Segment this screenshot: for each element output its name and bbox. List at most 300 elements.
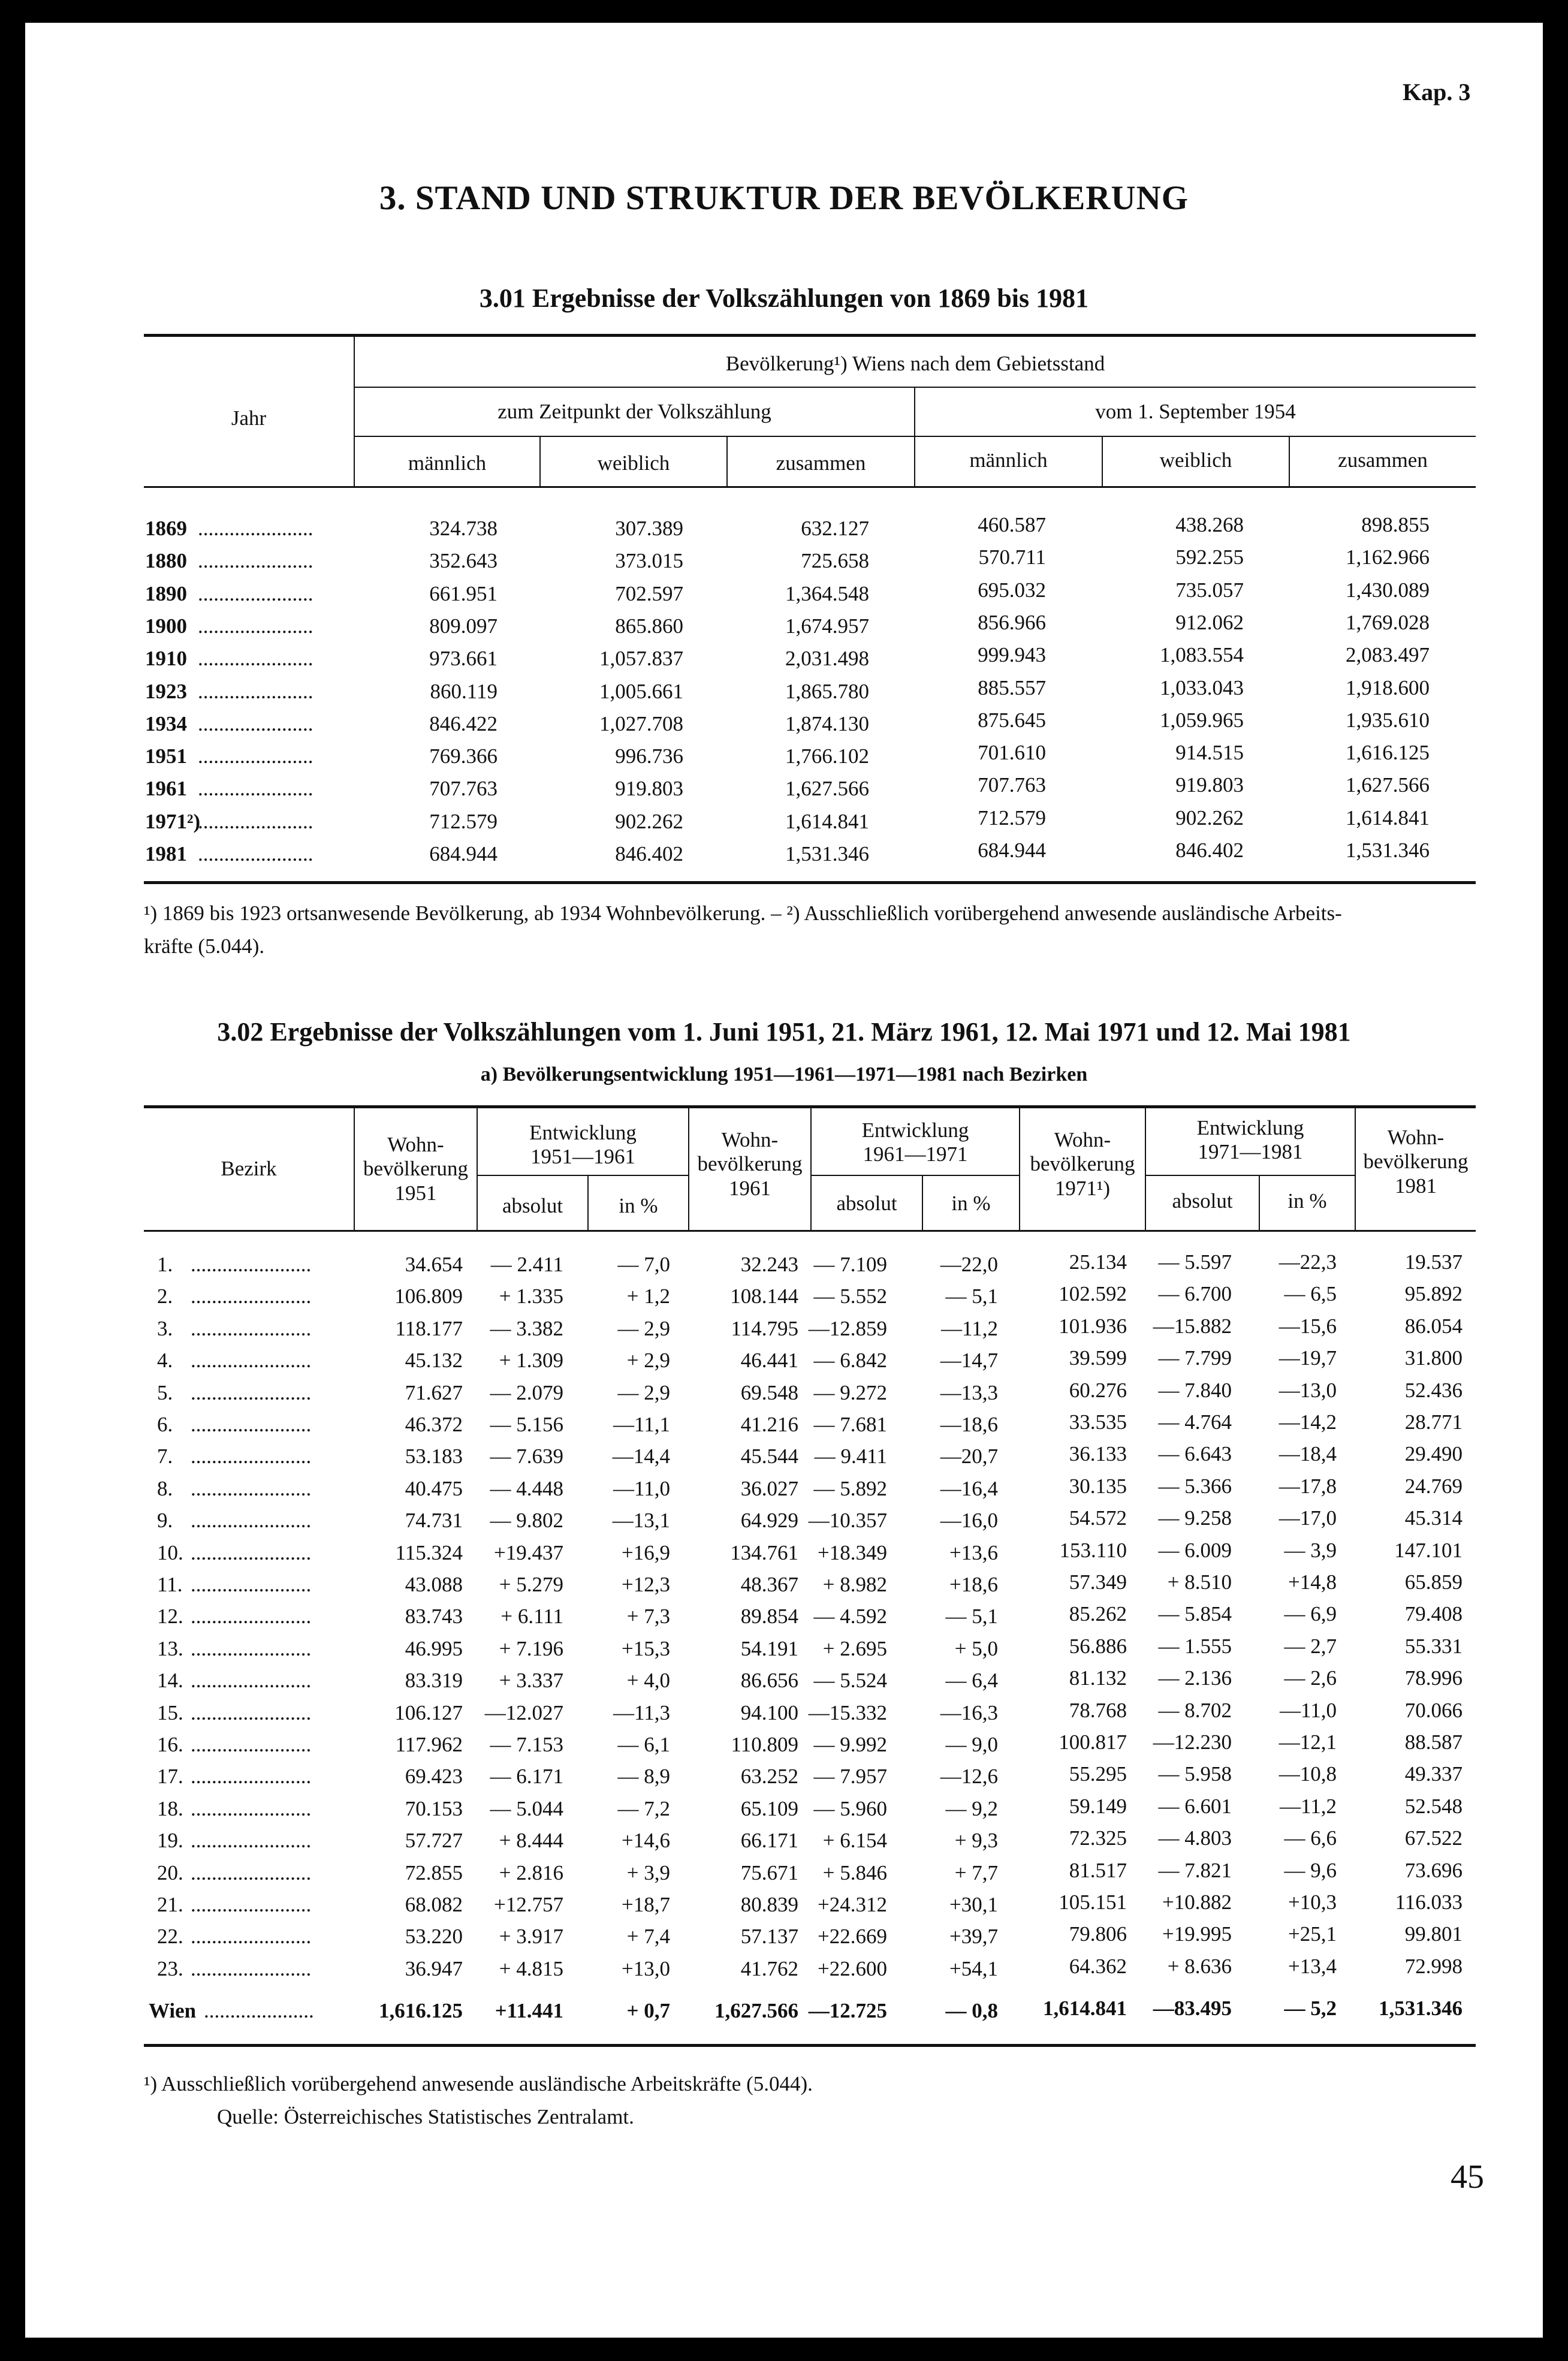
table-cell: —15.882 (1153, 1314, 1232, 1338)
leader-dots: ....................... (191, 1540, 312, 1564)
table-cell: 31.800 (1404, 1346, 1463, 1370)
leader-dots: ....................... (191, 1605, 312, 1629)
table-cell: 1,627.566 (1346, 773, 1430, 797)
table-row-label: 1900 (145, 614, 187, 638)
table-cell: — 2.411 (490, 1253, 563, 1276)
table-cell: 70.153 (405, 1796, 463, 1820)
table-cell: 46.372 (405, 1413, 463, 1436)
table-cell: — 2,6 (1284, 1666, 1337, 1690)
table-cell: 1,059.965 (1160, 708, 1244, 732)
table-cell: 769.366 (429, 744, 497, 768)
table-row-label: 1. (157, 1253, 173, 1276)
table-cell: 2,031.498 (785, 647, 869, 671)
table-cell: — 7,0 (617, 1253, 670, 1276)
leader-dots: ....................... (191, 1733, 312, 1756)
table-cell: 1,918.600 (1346, 676, 1430, 699)
table-cell: 702.597 (615, 581, 683, 605)
table-cell: 52.548 (1404, 1794, 1463, 1818)
table-cell: 48.367 (740, 1573, 798, 1596)
table-cell: — 6.601 (1158, 1794, 1232, 1818)
t2-entw7181-header: Entwicklung 1971—1981 (1196, 1116, 1304, 1164)
leader-dots: ....................... (191, 1413, 312, 1436)
table-row-label: 2. (157, 1284, 173, 1308)
table-cell: — 6,5 (1284, 1282, 1337, 1306)
table-cell: + 0,7 (626, 1999, 670, 2022)
table-cell: 57.349 (1069, 1570, 1127, 1594)
table-cell: 846.422 (429, 711, 497, 735)
table-cell: 46.441 (740, 1349, 798, 1373)
table-cell: 865.860 (615, 614, 683, 638)
table-cell: 29.490 (1404, 1442, 1463, 1466)
table-cell: 1,865.780 (785, 679, 869, 703)
table-row-label: 4. (157, 1349, 173, 1373)
table-cell: 55.295 (1069, 1762, 1127, 1786)
table-cell: —11,3 (613, 1700, 670, 1724)
table-row-label: 1923 (145, 679, 187, 703)
leader-dots: ...................... (198, 581, 313, 605)
table-cell: + 6.154 (822, 1829, 887, 1853)
table-cell: 684.944 (978, 839, 1046, 862)
table-cell: 57.137 (740, 1925, 798, 1949)
table-cell: 53.220 (405, 1925, 463, 1949)
table-row-label: 1880 (145, 549, 187, 573)
table-cell: —16,3 (940, 1700, 998, 1724)
table-row-label: Wien (149, 1999, 197, 2022)
table-cell: + 3.917 (499, 1925, 563, 1949)
table-cell: — 7,2 (617, 1796, 670, 1820)
table-cell: 707.763 (429, 777, 497, 801)
table-cell: 25.134 (1069, 1250, 1127, 1274)
t2-abs2-header: absolut (836, 1192, 897, 1215)
table-row-label: 20. (157, 1861, 183, 1884)
table-cell: — 6.700 (1158, 1282, 1232, 1306)
table-cell: 1,033.043 (1160, 676, 1244, 699)
table-cell: 36.133 (1069, 1442, 1127, 1466)
table-cell: 81.517 (1069, 1858, 1127, 1882)
table-cell: 33.535 (1069, 1410, 1127, 1434)
table-cell: 1,769.028 (1346, 610, 1430, 634)
table-row-label: 1961 (145, 777, 187, 801)
table-row-label: 13. (157, 1636, 183, 1660)
table-cell: +14,8 (1288, 1570, 1337, 1594)
table-cell: 66.171 (740, 1829, 798, 1853)
table-cell: —14,2 (1278, 1410, 1337, 1434)
table-cell: + 1.335 (499, 1284, 563, 1308)
table-cell: +18.349 (818, 1540, 887, 1564)
table-cell: 919.803 (1175, 773, 1244, 797)
t2-wohn1971-header: Wohn- bevölkerung 1971¹) (1030, 1128, 1135, 1200)
table-cell: — 7.799 (1158, 1346, 1232, 1370)
table-cell: 856.966 (978, 610, 1046, 634)
leader-dots: ...................... (198, 614, 313, 638)
table-cell: 71.627 (405, 1380, 463, 1404)
table2-subtitle: a) Bevölkerungsentwicklung 1951—1961—1971—1981 nach Bezirken (480, 1063, 1088, 1085)
table-cell: 684.944 (429, 842, 497, 866)
leader-dots: ...................... (198, 679, 313, 703)
table-cell: — 5.044 (490, 1796, 563, 1820)
table-cell: 60.276 (1069, 1378, 1127, 1402)
table-cell: 725.658 (801, 549, 869, 573)
table-cell: 1,005.661 (599, 679, 683, 703)
table-cell: — 9.992 (813, 1733, 887, 1756)
table-cell: 996.736 (615, 744, 683, 768)
table-cell: — 5.960 (813, 1796, 887, 1820)
table-cell: 1,364.548 (785, 581, 869, 605)
leader-dots: ...................... (198, 842, 313, 866)
table-cell: 49.337 (1404, 1762, 1463, 1786)
table-cell: 373.015 (615, 549, 683, 573)
t1-group-header: Bevölkerung¹) Wiens nach dem Gebietsstand (725, 352, 1105, 375)
table-cell: 100.817 (1059, 1730, 1127, 1754)
table-cell: — 4.592 (813, 1605, 887, 1629)
table-row-label: 5. (157, 1380, 173, 1404)
table-cell: 712.579 (429, 809, 497, 833)
table-cell: —10,8 (1278, 1762, 1337, 1786)
leader-dots: ....................... (191, 1349, 312, 1373)
table-cell: +12.757 (494, 1893, 563, 1916)
table-row-label: 21. (157, 1893, 183, 1916)
t1-m-header-b: männlich (969, 448, 1048, 472)
t1-group-b-header: vom 1. September 1954 (1095, 400, 1296, 423)
table-cell: 65.109 (740, 1796, 798, 1820)
table-cell: — 8,9 (617, 1765, 670, 1789)
t1-w-header-a: weiblich (597, 451, 670, 475)
table-cell: 81.132 (1069, 1666, 1127, 1690)
table-cell: 701.610 (978, 741, 1046, 765)
table-cell: + 1,2 (626, 1284, 670, 1308)
table-cell: 875.645 (978, 708, 1046, 732)
table-cell: — 9.272 (813, 1380, 887, 1404)
table-cell: — 6.643 (1158, 1442, 1232, 1466)
table-cell: + 5,0 (954, 1636, 998, 1660)
table-cell: 70.066 (1404, 1698, 1463, 1722)
table-cell: 1,627.566 (785, 777, 869, 801)
table-cell: + 2,9 (626, 1349, 670, 1373)
table-cell: 19.537 (1404, 1250, 1463, 1274)
table-cell: — 5.524 (813, 1669, 887, 1693)
table-cell: 592.255 (1175, 545, 1244, 569)
table-cell: 72.855 (405, 1861, 463, 1884)
table-cell: +13,0 (622, 1956, 670, 1980)
table-cell: — 9,2 (945, 1796, 998, 1820)
leader-dots: ....................... (191, 1796, 312, 1820)
table-cell: —10.357 (808, 1509, 887, 1533)
table-row-label: 14. (157, 1669, 183, 1693)
table-cell: — 6.842 (813, 1349, 887, 1373)
table-row-label: 8. (157, 1476, 173, 1500)
table-cell: +11.441 (494, 1999, 563, 2022)
table-cell: —12.027 (484, 1700, 563, 1724)
table-cell: + 5.279 (499, 1573, 563, 1596)
table-cell: —83.495 (1153, 1997, 1232, 2020)
table-cell: — 7.957 (813, 1765, 887, 1789)
table-cell: + 7,7 (954, 1861, 998, 1884)
table-cell: — 9,6 (1284, 1858, 1337, 1882)
leader-dots: ...................... (198, 809, 313, 833)
table-cell: 108.144 (730, 1284, 798, 1308)
table-cell: — 1.555 (1158, 1634, 1232, 1658)
table-cell: — 2.079 (490, 1380, 563, 1404)
table-cell: 460.587 (978, 513, 1046, 536)
table-cell: 1,083.554 (1160, 643, 1244, 667)
table-cell: 153.110 (1059, 1538, 1127, 1562)
t2-footnote: ¹) Ausschließlich vorübergehend anwesende ausländische Arbeitskräfte (5.044). (144, 2072, 813, 2095)
table-cell: 1,874.130 (785, 711, 869, 735)
t2-wohn1981-header: Wohn- bevölkerung 1981 (1363, 1126, 1469, 1198)
table-cell: 110.809 (731, 1733, 798, 1756)
table-cell: 846.402 (615, 842, 683, 866)
table-cell: 134.761 (730, 1540, 798, 1564)
table-cell: + 3.337 (499, 1669, 563, 1693)
table-cell: 79.408 (1404, 1602, 1463, 1626)
table-cell: 56.886 (1069, 1634, 1127, 1658)
table-cell: — 5.892 (813, 1476, 887, 1500)
leader-dots: ...................... (198, 711, 313, 735)
table-cell: —11,2 (941, 1316, 998, 1340)
table-cell: +10,3 (1288, 1890, 1337, 1914)
t1-group-a-header: zum Zeitpunkt der Volkszählung (497, 400, 771, 423)
table-cell: 1,162.966 (1346, 545, 1430, 569)
table-cell: 24.769 (1404, 1474, 1463, 1498)
table-cell: 1,627.566 (714, 1999, 798, 2022)
table-cell: +10.882 (1162, 1890, 1232, 1914)
table-cell: 54.191 (740, 1636, 798, 1660)
table-cell: —18,4 (1278, 1442, 1337, 1466)
table-row-label: 15. (157, 1700, 183, 1724)
table-cell: +22.600 (818, 1956, 887, 1980)
leader-dots: ....................... (191, 1284, 312, 1308)
table-cell: 1,531.346 (1379, 1997, 1463, 2020)
table-cell: 1,616.125 (379, 1999, 463, 2022)
table-cell: —16,4 (940, 1476, 998, 1500)
t2-wohn1951-header: Wohn- bevölkerung 1951 (363, 1133, 468, 1205)
table-cell: 885.557 (978, 676, 1046, 699)
table-cell: — 7.681 (813, 1413, 887, 1436)
t1-z-header-a: zusammen (776, 451, 866, 475)
table-cell: 79.806 (1069, 1922, 1127, 1946)
table-cell: + 8.636 (1167, 1954, 1232, 1978)
table-cell: —18,6 (940, 1413, 998, 1436)
table-cell: —16,0 (940, 1509, 998, 1533)
table-cell: +22.669 (818, 1925, 887, 1949)
table-cell: 102.592 (1059, 1282, 1127, 1306)
table-cell: 912.062 (1175, 610, 1244, 634)
table-cell: 147.101 (1394, 1538, 1463, 1562)
table-cell: 1,531.346 (1346, 839, 1430, 862)
table-cell: 1,430.089 (1346, 578, 1430, 602)
table-cell: 860.119 (430, 679, 497, 703)
table-cell: — 6,6 (1284, 1826, 1337, 1850)
table-cell: 661.951 (429, 581, 497, 605)
table-cell: + 7,3 (626, 1605, 670, 1629)
table-cell: —13,0 (1278, 1378, 1337, 1402)
t2-pct3-header: in % (1287, 1189, 1327, 1213)
table-row-label: 16. (157, 1733, 183, 1756)
leader-dots: ....................... (191, 1956, 312, 1980)
table-cell: — 9.802 (490, 1509, 563, 1533)
table-cell: + 7,4 (626, 1925, 670, 1949)
table-cell: 95.892 (1404, 1282, 1463, 1306)
table-cell: 88.587 (1404, 1730, 1463, 1754)
table-row-label: 18. (157, 1796, 183, 1820)
table-cell: — 5.854 (1158, 1602, 1232, 1626)
table-cell: 85.262 (1069, 1602, 1127, 1626)
leader-dots: ....................... (191, 1893, 312, 1916)
table-row-label: 9. (157, 1509, 173, 1533)
table-cell: 75.671 (740, 1861, 798, 1884)
table-cell: 65.859 (1404, 1570, 1463, 1594)
leader-dots: ...................... (198, 517, 313, 540)
table-cell: +19.437 (494, 1540, 563, 1564)
table-cell: 712.579 (978, 806, 1046, 830)
table-cell: — 6.171 (490, 1765, 563, 1789)
table-cell: —15.332 (808, 1700, 887, 1724)
table-cell: —20,7 (940, 1445, 998, 1469)
leader-dots: ....................... (191, 1700, 312, 1724)
table2-title: 3.02 Ergebnisse der Volkszählungen vom 1. Juni 1951, 21. März 1961, 12. Mai 1971 und 12. Mai 1981 (217, 1017, 1351, 1047)
table-cell: 73.696 (1404, 1858, 1463, 1882)
table-cell: —17,8 (1278, 1474, 1337, 1498)
leader-dots: ..................... (204, 1999, 314, 2022)
table-cell: — 5,1 (945, 1605, 998, 1629)
table-cell: 632.127 (801, 517, 869, 540)
source-note: Quelle: Österreichisches Statistisches Zentralamt. (217, 2105, 634, 2128)
table-cell: + 2.695 (822, 1636, 887, 1660)
leader-dots: ....................... (191, 1316, 312, 1340)
table-cell: 55.331 (1404, 1634, 1463, 1658)
table-cell: — 9,0 (945, 1733, 998, 1756)
table-cell: 78.768 (1069, 1698, 1127, 1722)
table-cell: +18,6 (949, 1573, 998, 1596)
table-row-label: 10. (157, 1540, 183, 1564)
table-cell: +14,6 (622, 1829, 670, 1853)
table-cell: —11,2 (1280, 1794, 1337, 1818)
table-cell: 809.097 (429, 614, 497, 638)
table-cell: —22,3 (1278, 1250, 1337, 1274)
t1-footnote: ¹) 1869 bis 1923 ortsanwesende Bevölkerung, ab 1934 Wohnbevölkerung. – ²) Ausschließlich vorübergehend anwesende ausländische Arbeits- (144, 901, 1342, 925)
table-cell: 86.656 (740, 1669, 798, 1693)
table-cell: 54.572 (1069, 1506, 1127, 1530)
table-cell: — 4.764 (1158, 1410, 1232, 1434)
table-cell: 46.995 (405, 1636, 463, 1660)
t1-m-header-a: männlich (408, 451, 487, 475)
table-cell: 707.763 (978, 773, 1046, 797)
table-cell: +15,3 (622, 1636, 670, 1660)
table-cell: + 4,0 (626, 1669, 670, 1693)
table-cell: 59.149 (1069, 1794, 1127, 1818)
leader-dots: ....................... (191, 1445, 312, 1469)
table-cell: — 7.821 (1158, 1858, 1232, 1882)
table-cell: 83.319 (405, 1669, 463, 1693)
table-cell: —22,0 (940, 1253, 998, 1276)
table-row-label: 1951 (145, 744, 187, 768)
table-cell: 78.996 (1404, 1666, 1463, 1690)
table-cell: — 2.136 (1158, 1666, 1232, 1690)
table-cell: —12.725 (808, 1999, 887, 2022)
table-cell: 118.177 (395, 1316, 463, 1340)
table-row-label: 19. (157, 1829, 183, 1853)
table-cell: — 6,4 (945, 1669, 998, 1693)
table-cell: — 6,1 (617, 1733, 670, 1756)
table-cell: 86.054 (1404, 1314, 1463, 1338)
table-cell: — 6,9 (1284, 1602, 1337, 1626)
table-cell: — 4.448 (490, 1476, 563, 1500)
table-cell: 45.314 (1404, 1506, 1463, 1530)
t1-footnote-cont: kräfte (5.044). (144, 934, 265, 958)
table-cell: +16,9 (622, 1540, 670, 1564)
table-cell: — 5,1 (945, 1284, 998, 1308)
table-cell: 735.057 (1175, 578, 1244, 602)
table-cell: —12,1 (1278, 1730, 1337, 1754)
table-cell: 30.135 (1069, 1474, 1127, 1498)
t2-entw6171-header: Entwicklung 1961—1971 (861, 1118, 969, 1166)
table-cell: +24.312 (818, 1893, 887, 1916)
table-cell: 973.661 (429, 647, 497, 671)
table-cell: 1,027.708 (599, 711, 683, 735)
table-cell: 1,614.841 (1043, 1997, 1127, 2020)
table-cell: 68.082 (405, 1893, 463, 1916)
table-row-label: 3. (157, 1316, 173, 1340)
table-cell: —12.230 (1153, 1730, 1232, 1754)
table-cell: 919.803 (615, 777, 683, 801)
table-cell: 36.947 (405, 1956, 463, 1980)
table-cell: — 5,2 (1284, 1997, 1337, 2020)
table-row-label: 6. (157, 1413, 173, 1436)
table-cell: —19,7 (1278, 1346, 1337, 1370)
table-cell: 36.027 (740, 1476, 798, 1500)
t1-jahr-header: Jahr (231, 406, 267, 430)
table-cell: 307.389 (615, 517, 683, 540)
table-cell: 116.033 (1395, 1890, 1463, 1914)
table-cell: —13,1 (612, 1509, 670, 1533)
table-cell: — 6.009 (1158, 1538, 1232, 1562)
leader-dots: ....................... (191, 1253, 312, 1276)
t2-wohn1961-header: Wohn- bevölkerung 1961 (697, 1128, 803, 1200)
table-cell: 846.402 (1175, 839, 1244, 862)
table-cell: 45.544 (740, 1445, 798, 1469)
table-row-label: 1890 (145, 581, 187, 605)
table-cell: — 3.382 (490, 1316, 563, 1340)
table-cell: 114.795 (731, 1316, 798, 1340)
t2-abs1-header: absolut (502, 1194, 563, 1217)
table-row-label: 22. (157, 1925, 183, 1949)
table-cell: +13,6 (949, 1540, 998, 1564)
table-cell: 106.127 (394, 1700, 463, 1724)
table-cell: — 4.803 (1158, 1826, 1232, 1850)
table-cell: — 2,9 (617, 1380, 670, 1404)
table-cell: 898.855 (1361, 513, 1430, 536)
table-cell: —15,6 (1278, 1314, 1337, 1338)
leader-dots: ...................... (198, 744, 313, 768)
table-row-label: 1981 (145, 842, 187, 866)
table-row-label: 12. (157, 1605, 183, 1629)
table-cell: 34.654 (405, 1253, 463, 1276)
table-cell: — 7.109 (813, 1253, 887, 1276)
table-cell: —17,0 (1278, 1506, 1337, 1530)
leader-dots: ...................... (198, 777, 313, 801)
table-cell: — 9.411 (814, 1445, 887, 1469)
table-cell: — 7.639 (490, 1445, 563, 1469)
table-cell: — 7.153 (490, 1733, 563, 1756)
table-cell: — 0,8 (945, 1999, 998, 2022)
table-cell: —11,0 (613, 1476, 670, 1500)
table-cell: 1,674.957 (785, 614, 869, 638)
table-cell: 1,614.841 (1346, 806, 1430, 830)
t2-pct2-header: in % (951, 1192, 991, 1215)
table-cell: 117.962 (395, 1733, 463, 1756)
table-cell: +19.995 (1162, 1922, 1232, 1946)
table-cell: — 3,9 (1284, 1538, 1337, 1562)
